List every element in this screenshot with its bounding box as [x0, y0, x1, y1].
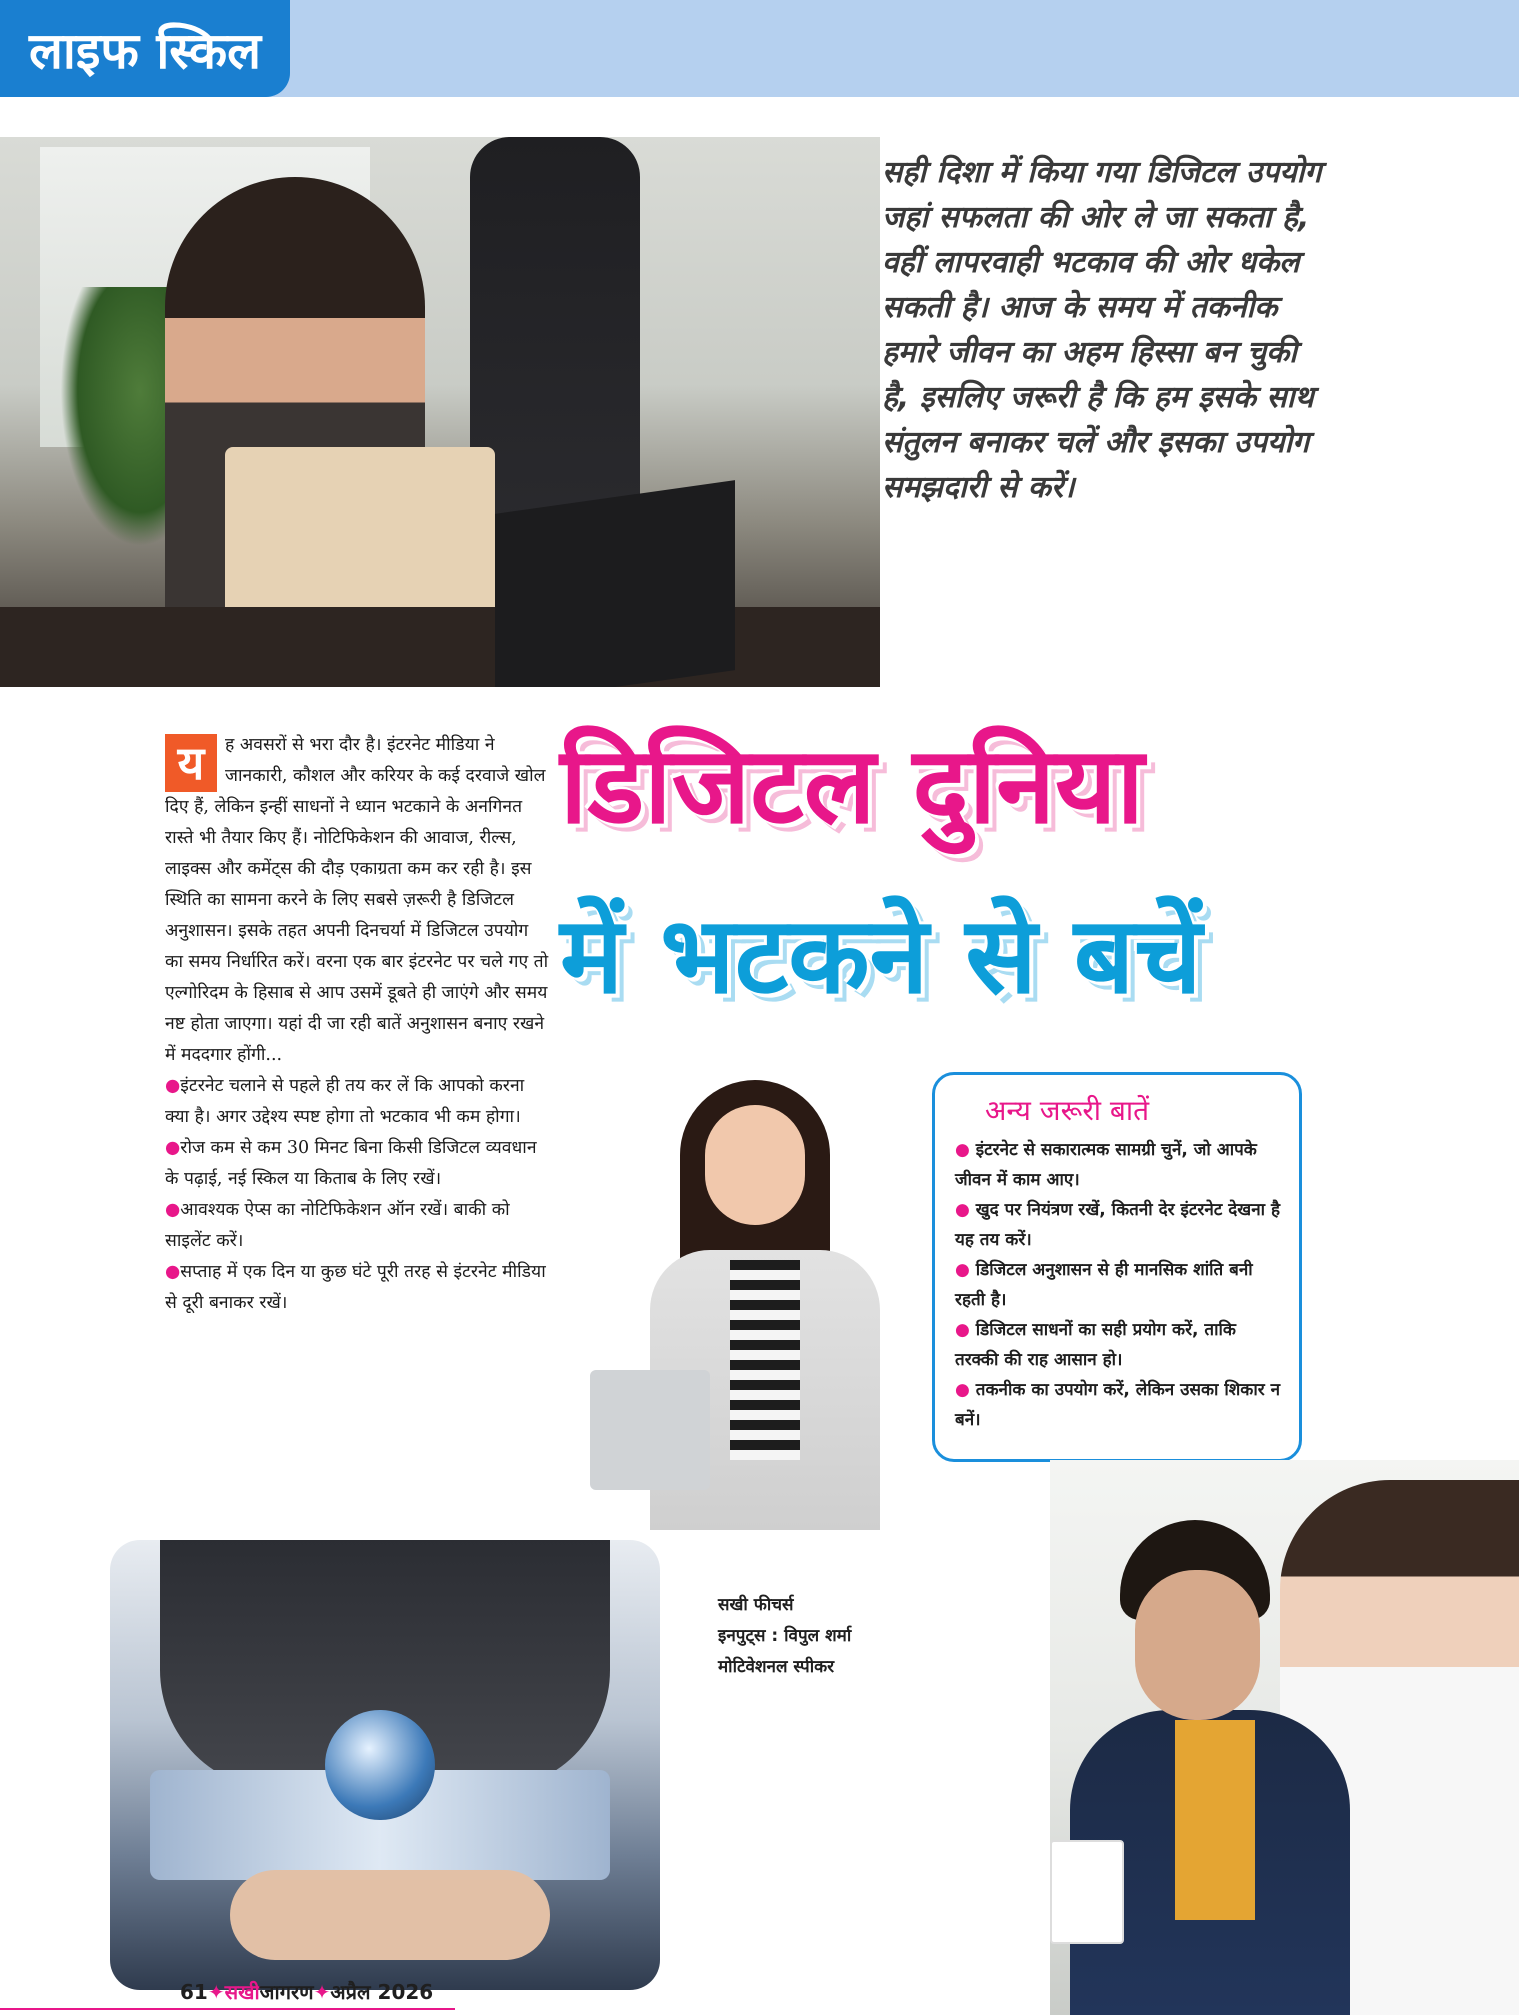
bullet-icon: ●: [955, 1260, 970, 1280]
bullet-icon: ●: [165, 1138, 181, 1158]
brand-name-b: जागरण: [259, 1980, 314, 2004]
tips-item: ● डिजिटल अनुशासन से ही मानसिक शांति बनी रहती है।: [955, 1260, 1253, 1310]
colleagues-laptop-photo: [1050, 1460, 1519, 2015]
page-footer: [180, 1978, 433, 2005]
credit-line: सखी फीचर्स: [718, 1595, 794, 1615]
body-bullet: ●आवश्यक ऐप्स का नोटिफिकेशन ऑन रखें। बाकी को साइलेंट करें।: [165, 1200, 510, 1251]
bullet-icon: ●: [955, 1380, 970, 1400]
footer-rule: [0, 2008, 455, 2010]
section-label: लाइफ स्किल: [28, 21, 262, 80]
tips-item: ● इंटरनेट से सकारात्मक सामग्री चुनें, जो आपके जीवन में काम आए।: [955, 1140, 1257, 1190]
bullet-icon: ●: [955, 1320, 970, 1340]
issue-date: अप्रैल 2026: [330, 1980, 434, 2004]
intro-text: सही दिशा में किया गया डिजिटल उपयोग जहां सफलता की ओर ले जा सकता है, वहीं लापरवाही भटकाव की ओर धकेल सकती है। आज के समय में तकनीक हमारे जीवन का अहम हिस्सा बन चुकी है, इसलिए जरूरी है कि हम इसके साथ संतुलन बनाकर चलें और इसका उपयोग समझदारी से करें।: [882, 155, 1322, 505]
bullet-icon: ●: [165, 1076, 181, 1096]
woman-laptop-thumbs-up-photo: [590, 1060, 950, 1530]
office-woman-laptop-photo: [0, 137, 880, 687]
body-bullet: ●इंटरनेट चलाने से पहले ही तय कर लें कि आपको करना क्या है। अगर उद्देश्य स्पष्ट होगा तो भटकाव भी कम होगा।: [165, 1076, 525, 1127]
bullet-icon: ●: [955, 1200, 970, 1220]
drop-cap: य: [165, 734, 217, 792]
tips-item: ● तकनीक का उपयोग करें, लेकिन उसका शिकार न बनें।: [955, 1380, 1281, 1430]
tips-box-title: अन्य जरूरी बातें: [985, 1094, 1150, 1127]
body-bullet: ●सप्ताह में एक दिन या कुछ घंटे पूरी तरह से इंटरनेट मीडिया से दूरी बनाकर रखें।: [165, 1262, 546, 1313]
star-icon: ✦: [313, 1980, 331, 2004]
bullet-icon: ●: [955, 1140, 970, 1160]
credits: [718, 1590, 1018, 1683]
brand-name-a: सखी: [224, 1980, 260, 2004]
credit-line: मोटिवेशनल स्पीकर: [718, 1657, 835, 1677]
tips-item: ● डिजिटल साधनों का सही प्रयोग करें, ताकि तरक्की की राह आसान हो।: [955, 1320, 1236, 1370]
tips-item: ● खुद पर नियंत्रण रखें, कितनी देर इंटरनेट देखना है यह तय करें।: [955, 1200, 1280, 1250]
star-icon: ✦: [207, 1980, 225, 2004]
bullet-icon: ●: [165, 1262, 181, 1282]
hands-digital-devices-photo: [110, 1540, 660, 1990]
body-paragraph: ह अवसरों से भरा दौर है। इंटरनेट मीडिया ने जानकारी, कौशल और करियर के कई दरवाजे खोल दिए हैं, लेकिन इन्हीं साधनों ने ध्यान भटकाने के अनगिनत रास्ते भी तैयार किए हैं। नोटिफिकेशन की आवाज, रील्स, लाइक्स और कमेंट्स की दौड़ एकाग्रता कम कर रही है। इस स्थिति का सामना करने के लिए सबसे ज़रूरी है डिजिटल अनुशासन। इसके तहत अपनी दिनचर्या में डिजिटल उपयोग का समय निर्धारित करें। वरना एक बार इंटरनेट पर चले गए तो एल्गोरिदम के हिसाब से आप उसमें डूबते ही जाएंगे और समय नष्ट होता जाएगा। यहां दी जा रही बातें अनुशासन बनाए रखने में मददगार होंगी...: [165, 735, 549, 1065]
tips-box: [932, 1072, 1302, 1462]
headline-line-2: में भटकने से बचें: [560, 894, 1202, 1017]
credit-line: इनपुट्स : विपुल शर्मा: [718, 1626, 852, 1646]
bullet-icon: ●: [165, 1200, 181, 1220]
section-tab: [0, 0, 290, 97]
body-bullet: ●रोज कम से कम 30 मिनट बिना किसी डिजिटल व्यवधान के पढ़ाई, नई स्किल या किताब के लिए रखें।: [165, 1138, 537, 1189]
headline-line-1: डिजिटल दुनिया: [560, 724, 1144, 847]
page-number: 61: [180, 1980, 208, 2004]
article-body: [165, 730, 550, 1319]
